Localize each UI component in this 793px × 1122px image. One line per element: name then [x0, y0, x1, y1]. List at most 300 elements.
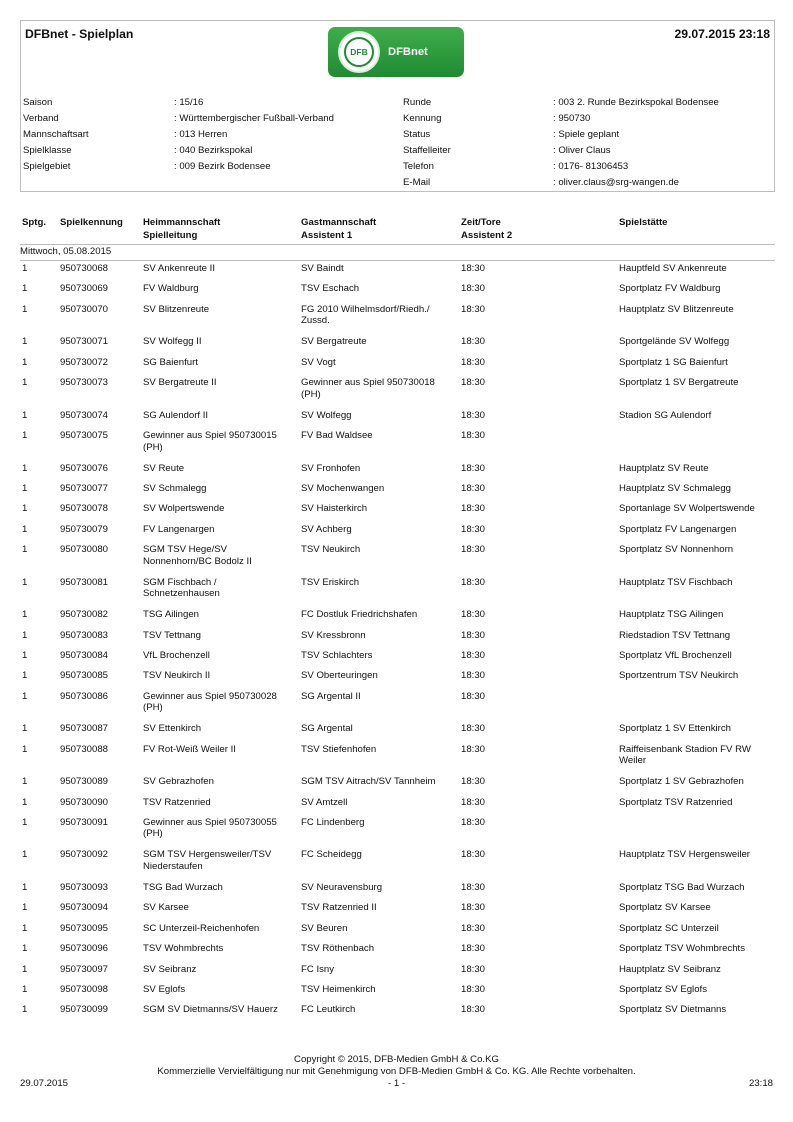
col-assistent1: Assistent 1: [301, 230, 353, 241]
cell-line: 1: [22, 303, 28, 315]
cell-line: 18:30: [461, 943, 486, 955]
cell-line: 1: [22, 963, 28, 975]
cell-line: 18:30: [461, 283, 486, 295]
cell-heim: [143, 544, 298, 567]
cell-line: 950730092: [60, 849, 109, 861]
cell-line: SV Mochenwangen: [301, 482, 385, 494]
footer-commercial-note: Kommerzielle Vervielfältigung nur mit Genehmigung von DFB-Medien GmbH & Co. KG. Alle Rechte vorbehalten.: [157, 1066, 636, 1077]
cell-line: SV Karsee: [143, 902, 189, 914]
cell-line: 950730077: [60, 482, 109, 494]
cell-line: 18:30: [461, 922, 486, 934]
cell-statte: [619, 463, 775, 475]
cell-zeit: [461, 882, 611, 894]
cell-line: Gewinner aus Spiel 950730028: [143, 690, 277, 702]
info-label: Kennung: [403, 113, 442, 124]
cell-sptg: [22, 923, 56, 935]
cell-gast: [301, 609, 457, 621]
cell-statte: [619, 1004, 775, 1016]
cell-zeit: [461, 744, 611, 756]
info-value: : Oliver Claus: [553, 145, 611, 156]
cell-line: 950730095: [60, 922, 109, 934]
cell-line: Sportplatz FV Waldburg: [619, 283, 721, 295]
cell-kennung: [60, 377, 140, 389]
cell-line: 18:30: [461, 336, 486, 348]
cell-line: SG Baienfurt: [143, 356, 198, 368]
cell-sptg: [22, 817, 56, 829]
match-row: [20, 964, 775, 984]
cell-zeit: [461, 410, 611, 422]
cell-statte: [619, 650, 775, 662]
cell-sptg: [22, 650, 56, 662]
cell-line: SG Argental II: [301, 690, 361, 702]
cell-line: 1: [22, 649, 28, 661]
cell-heim: [143, 377, 298, 389]
cell-zeit: [461, 630, 611, 642]
cell-kennung: [60, 630, 140, 642]
cell-line: 950730075: [60, 430, 109, 441]
cell-kennung: [60, 283, 140, 295]
cell-line: 1: [22, 523, 28, 535]
cell-gast: [301, 357, 457, 369]
cell-line: SV Ankenreute II: [143, 263, 215, 274]
cell-sptg: [22, 283, 56, 295]
match-row: [20, 723, 775, 743]
cell-line: TSV Ratzenried: [143, 796, 211, 808]
cell-line: SG Aulendorf II: [143, 409, 209, 421]
match-row: [20, 357, 775, 377]
cell-kennung: [60, 964, 140, 976]
match-row: [20, 670, 775, 690]
info-label: Saison: [23, 97, 53, 108]
cell-statte: [619, 797, 775, 809]
cell-kennung: [60, 797, 140, 809]
info-value: : oliver.claus@srg-wangen.de: [553, 177, 679, 188]
cell-statte: [619, 483, 775, 495]
cell-line: (PH): [143, 828, 163, 840]
cell-heim: [143, 630, 298, 642]
cell-heim: [143, 797, 298, 809]
cell-gast: [301, 283, 457, 295]
match-row: [20, 1004, 775, 1024]
cell-zeit: [461, 263, 611, 275]
cell-zeit: [461, 984, 611, 996]
match-row: [20, 336, 775, 356]
cell-line: TSV Eriskirch: [301, 576, 360, 588]
cell-line: SV Blitzenreute: [143, 303, 210, 315]
cell-heim: [143, 670, 298, 682]
cell-line: Sportplatz 1 SV Bergatreute: [619, 377, 739, 389]
cell-heim: [143, 483, 298, 495]
col-heim: Heimmannschaft: [143, 217, 221, 228]
cell-statte: [619, 609, 775, 621]
cell-line: 950730068: [60, 263, 109, 274]
match-row: [20, 882, 775, 902]
cell-line: 18:30: [461, 670, 486, 682]
cell-gast: [301, 577, 457, 589]
cell-line: 18:30: [461, 303, 486, 315]
cell-zeit: [461, 650, 611, 662]
cell-statte: [619, 577, 775, 589]
cell-zeit: [461, 304, 611, 316]
cell-kennung: [60, 882, 140, 894]
cell-heim: [143, 577, 298, 600]
cell-line: 1: [22, 723, 28, 735]
cell-line: 18:30: [461, 576, 486, 588]
cell-gast: [301, 964, 457, 976]
cell-statte: [619, 964, 775, 976]
cell-line: TSV Röthenbach: [301, 943, 375, 955]
cell-line: SV Fronhofen: [301, 462, 361, 474]
cell-zeit: [461, 691, 611, 703]
info-value: : 040 Bezirkspokal: [174, 145, 253, 156]
cell-statte: [619, 902, 775, 914]
cell-line: Gewinner aus Spiel 950730015: [143, 430, 277, 441]
cell-line: 1: [22, 356, 28, 368]
cell-line: 18:30: [461, 743, 486, 755]
cell-zeit: [461, 923, 611, 935]
cell-line: Hauptplatz SV Blitzenreute: [619, 303, 734, 315]
cell-line: FV Rot-Weiß Weiler II: [143, 743, 236, 755]
cell-line: SC Unterzeil-Reichenhofen: [143, 922, 260, 934]
cell-line: Sportplatz SC Unterzeil: [619, 922, 719, 934]
cell-line: SV Wolpertswende: [143, 503, 225, 515]
cell-line: FV Langenargen: [143, 523, 215, 535]
cell-line: Sportplatz TSG Bad Wurzach: [619, 881, 745, 893]
cell-line: VfL Brochenzell: [143, 649, 210, 661]
cell-line: (PH): [143, 702, 163, 714]
match-row: [20, 776, 775, 796]
cell-line: 1: [22, 576, 28, 588]
cell-kennung: [60, 670, 140, 682]
cell-line: 950730090: [60, 796, 109, 808]
cell-sptg: [22, 524, 56, 536]
cell-line: 1: [22, 690, 28, 702]
cell-line: SV Schmalegg: [143, 482, 207, 494]
cell-gast: [301, 670, 457, 682]
cell-line: Sportplatz 1 SG Baienfurt: [619, 356, 728, 368]
cell-kennung: [60, 410, 140, 422]
match-row: [20, 503, 775, 523]
cell-sptg: [22, 336, 56, 348]
cell-line: TSV Schlachters: [301, 649, 373, 661]
cell-statte: [619, 943, 775, 955]
cell-kennung: [60, 1004, 140, 1016]
cell-statte: [619, 744, 775, 767]
cell-line: FV Waldburg: [143, 283, 199, 295]
cell-gast: [301, 410, 457, 422]
cell-statte: [619, 410, 775, 422]
cell-heim: [143, 410, 298, 422]
match-row: [20, 650, 775, 670]
cell-line: 1: [22, 983, 28, 995]
cell-line: 18:30: [461, 462, 486, 474]
table-header: [20, 212, 775, 244]
cell-line: SGM TSV Hege/SV: [143, 544, 228, 556]
cell-line: 18:30: [461, 544, 486, 556]
cell-sptg: [22, 849, 56, 861]
footer-time: 23:18: [748, 1078, 773, 1089]
cell-line: TSV Ratzenried II: [301, 902, 377, 914]
cell-line: 950730079: [60, 523, 109, 535]
cell-gast: [301, 650, 457, 662]
cell-line: 950730087: [60, 723, 109, 735]
cell-line: Hauptplatz SV Seibranz: [619, 963, 721, 975]
cell-gast: [301, 524, 457, 536]
footer-page-number: - 1 -: [387, 1078, 406, 1089]
cell-sptg: [22, 744, 56, 756]
cell-line: TSV Wohmbrechts: [143, 943, 224, 955]
cell-line: SV Amtzell: [301, 796, 348, 808]
cell-line: SV Seibranz: [143, 963, 197, 975]
cell-line: 950730072: [60, 356, 109, 368]
cell-gast: [301, 817, 457, 829]
info-value: : 013 Herren: [174, 129, 228, 140]
cell-line: 950730073: [60, 377, 109, 389]
cell-kennung: [60, 723, 140, 735]
cell-line: SGM Fischbach /: [143, 576, 217, 588]
cell-line: 1: [22, 377, 28, 389]
cell-zeit: [461, 283, 611, 295]
info-label: Runde: [403, 97, 432, 108]
match-row: [20, 817, 775, 850]
match-row: [20, 410, 775, 430]
cell-line: 18:30: [461, 482, 486, 494]
cell-kennung: [60, 463, 140, 475]
cell-gast: [301, 776, 457, 788]
cell-line: 18:30: [461, 849, 486, 861]
cell-line: 18:30: [461, 776, 486, 788]
cell-line: 18:30: [461, 409, 486, 421]
cell-heim: [143, 263, 298, 275]
cell-line: Sportplatz SV Nonnenhorn: [619, 544, 734, 556]
match-row: [20, 430, 775, 463]
cell-gast: [301, 849, 457, 861]
cell-line: Hauptplatz TSV Hergensweiler: [619, 849, 751, 861]
cell-line: 1: [22, 430, 28, 441]
cell-zeit: [461, 463, 611, 475]
cell-sptg: [22, 430, 56, 442]
cell-line: 950730093: [60, 881, 109, 893]
cell-kennung: [60, 923, 140, 935]
cell-sptg: [22, 263, 56, 275]
cell-line: TSV Heimenkirch: [301, 983, 376, 995]
cell-line: Hauptplatz SV Reute: [619, 462, 709, 474]
cell-zeit: [461, 430, 611, 442]
cell-sptg: [22, 1004, 56, 1016]
cell-line: TSV Stiefenhofen: [301, 743, 377, 755]
cell-line: Gewinner aus Spiel 950730055: [143, 816, 277, 828]
cell-line: 1: [22, 922, 28, 934]
info-value: : Württembergischer Fußball-Verband: [174, 113, 334, 124]
cell-zeit: [461, 609, 611, 621]
cell-kennung: [60, 984, 140, 996]
cell-heim: [143, 1004, 298, 1016]
cell-heim: [143, 964, 298, 976]
cell-line: Niederstaufen: [143, 860, 203, 872]
col-kennung: Spielkennung: [60, 217, 123, 228]
cell-line: 1: [22, 409, 28, 421]
cell-line: Sportzentrum TSV Neukirch: [619, 670, 739, 682]
cell-line: 1: [22, 482, 28, 494]
cell-gast: [301, 336, 457, 348]
cell-line: SV Wolfegg: [301, 409, 352, 421]
cell-line: 1: [22, 336, 28, 348]
match-row: [20, 283, 775, 303]
cell-line: 1: [22, 743, 28, 755]
cell-kennung: [60, 609, 140, 621]
match-row: [20, 797, 775, 817]
match-row: [20, 923, 775, 943]
cell-heim: [143, 357, 298, 369]
logo-text: DFBnet: [388, 46, 428, 58]
cell-line: 18:30: [461, 430, 486, 441]
cell-gast: [301, 723, 457, 735]
cell-line: 950730071: [60, 336, 109, 348]
cell-heim: [143, 336, 298, 348]
cell-line: 1: [22, 263, 28, 274]
cell-line: Weiler: [619, 755, 647, 767]
info-label: Staffelleiter: [403, 145, 451, 156]
cell-line: 18:30: [461, 649, 486, 661]
cell-kennung: [60, 336, 140, 348]
cell-gast: [301, 797, 457, 809]
cell-line: 950730069: [60, 283, 109, 295]
col-spielleitung: Spielleitung: [143, 230, 198, 241]
cell-zeit: [461, 377, 611, 389]
cell-heim: [143, 984, 298, 996]
cell-kennung: [60, 902, 140, 914]
cell-kennung: [60, 263, 140, 275]
cell-line: FV Bad Waldsee: [301, 430, 373, 441]
cell-line: TSV Neukirch: [301, 544, 361, 556]
cell-zeit: [461, 577, 611, 589]
cell-zeit: [461, 336, 611, 348]
cell-line: Sportplatz 1 SV Ettenkirch: [619, 723, 731, 735]
cell-heim: [143, 304, 298, 316]
match-row: [20, 377, 775, 410]
cell-line: SV Wolfegg II: [143, 336, 202, 348]
cell-kennung: [60, 503, 140, 515]
cell-line: 950730083: [60, 629, 109, 641]
cell-gast: [301, 304, 457, 327]
cell-sptg: [22, 964, 56, 976]
cell-line: 950730084: [60, 649, 109, 661]
cell-gast: [301, 463, 457, 475]
cell-zeit: [461, 776, 611, 788]
cell-statte: [619, 283, 775, 295]
match-row: [20, 984, 775, 1004]
cell-line: 18:30: [461, 902, 486, 914]
cell-kennung: [60, 577, 140, 589]
cell-zeit: [461, 524, 611, 536]
cell-line: SGM TSV Aitrach/SV Tannheim: [301, 776, 436, 788]
cell-heim: [143, 430, 298, 453]
match-row: [20, 304, 775, 337]
info-label: Spielgebiet: [23, 161, 71, 172]
cell-sptg: [22, 943, 56, 955]
cell-kennung: [60, 304, 140, 316]
cell-line: SGM TSV Hergensweiler/TSV: [143, 849, 272, 861]
cell-line: 18:30: [461, 983, 486, 995]
cell-gast: [301, 483, 457, 495]
cell-gast: [301, 923, 457, 935]
cell-gast: [301, 377, 457, 400]
cell-sptg: [22, 882, 56, 894]
cell-sptg: [22, 630, 56, 642]
col-spielstaette: Spielstätte: [619, 217, 668, 228]
cell-sptg: [22, 463, 56, 475]
cell-statte: [619, 357, 775, 369]
info-label: Status: [403, 129, 431, 140]
cell-sptg: [22, 609, 56, 621]
cell-sptg: [22, 902, 56, 914]
cell-statte: [619, 882, 775, 894]
cell-line: Raiffeisenbank Stadion FV RW: [619, 743, 751, 755]
cell-line: 18:30: [461, 1004, 486, 1016]
cell-line: 1: [22, 796, 28, 808]
cell-line: 1: [22, 849, 28, 861]
cell-line: 1: [22, 544, 28, 556]
cell-line: 950730091: [60, 816, 109, 828]
cell-line: 950730070: [60, 303, 109, 315]
cell-sptg: [22, 577, 56, 589]
cell-line: FC Leutkirch: [301, 1004, 356, 1016]
cell-statte: [619, 336, 775, 348]
cell-line: 18:30: [461, 523, 486, 535]
cell-gast: [301, 630, 457, 642]
cell-zeit: [461, 357, 611, 369]
cell-heim: [143, 503, 298, 515]
cell-line: Hauptfeld SV Ankenreute: [619, 263, 727, 274]
cell-line: 1: [22, 816, 28, 828]
cell-line: TSG Ailingen: [143, 609, 199, 621]
dfbnet-logo: [328, 27, 464, 77]
cell-line: 1: [22, 1004, 28, 1016]
cell-line: 1: [22, 902, 28, 914]
cell-heim: [143, 882, 298, 894]
cell-line: 18:30: [461, 796, 486, 808]
info-value: : 950730: [553, 113, 591, 124]
cell-statte: [619, 263, 775, 275]
cell-line: Sportgelände SV Wolfegg: [619, 336, 730, 348]
cell-line: Sportplatz 1 SV Gebrazhofen: [619, 776, 744, 788]
info-value: : 009 Bezirk Bodensee: [174, 161, 271, 172]
match-row: [20, 524, 775, 544]
cell-line: 1: [22, 943, 28, 955]
match-row: [20, 577, 775, 610]
cell-statte: [619, 304, 775, 316]
cell-line: 950730078: [60, 503, 109, 515]
cell-sptg: [22, 503, 56, 515]
cell-line: 950730094: [60, 902, 109, 914]
cell-line: 18:30: [461, 816, 486, 828]
cell-line: Sportplatz SV Eglofs: [619, 983, 707, 995]
cell-line: FC Isny: [301, 963, 335, 975]
footer-date: 29.07.2015: [20, 1078, 69, 1089]
col-gast: Gastmannschaft: [301, 217, 377, 228]
cell-zeit: [461, 1004, 611, 1016]
cell-statte: [619, 503, 775, 515]
col-sptg: Sptg.: [22, 217, 46, 228]
cell-statte: [619, 544, 775, 556]
cell-line: Sportplatz TSV Wohmbrechts: [619, 943, 746, 955]
document-title: DFBnet - Spielplan: [25, 27, 134, 41]
cell-line: 950730085: [60, 670, 109, 682]
cell-line: Zussd.: [301, 315, 330, 327]
cell-line: 1: [22, 609, 28, 621]
cell-statte: [619, 776, 775, 788]
cell-sptg: [22, 797, 56, 809]
